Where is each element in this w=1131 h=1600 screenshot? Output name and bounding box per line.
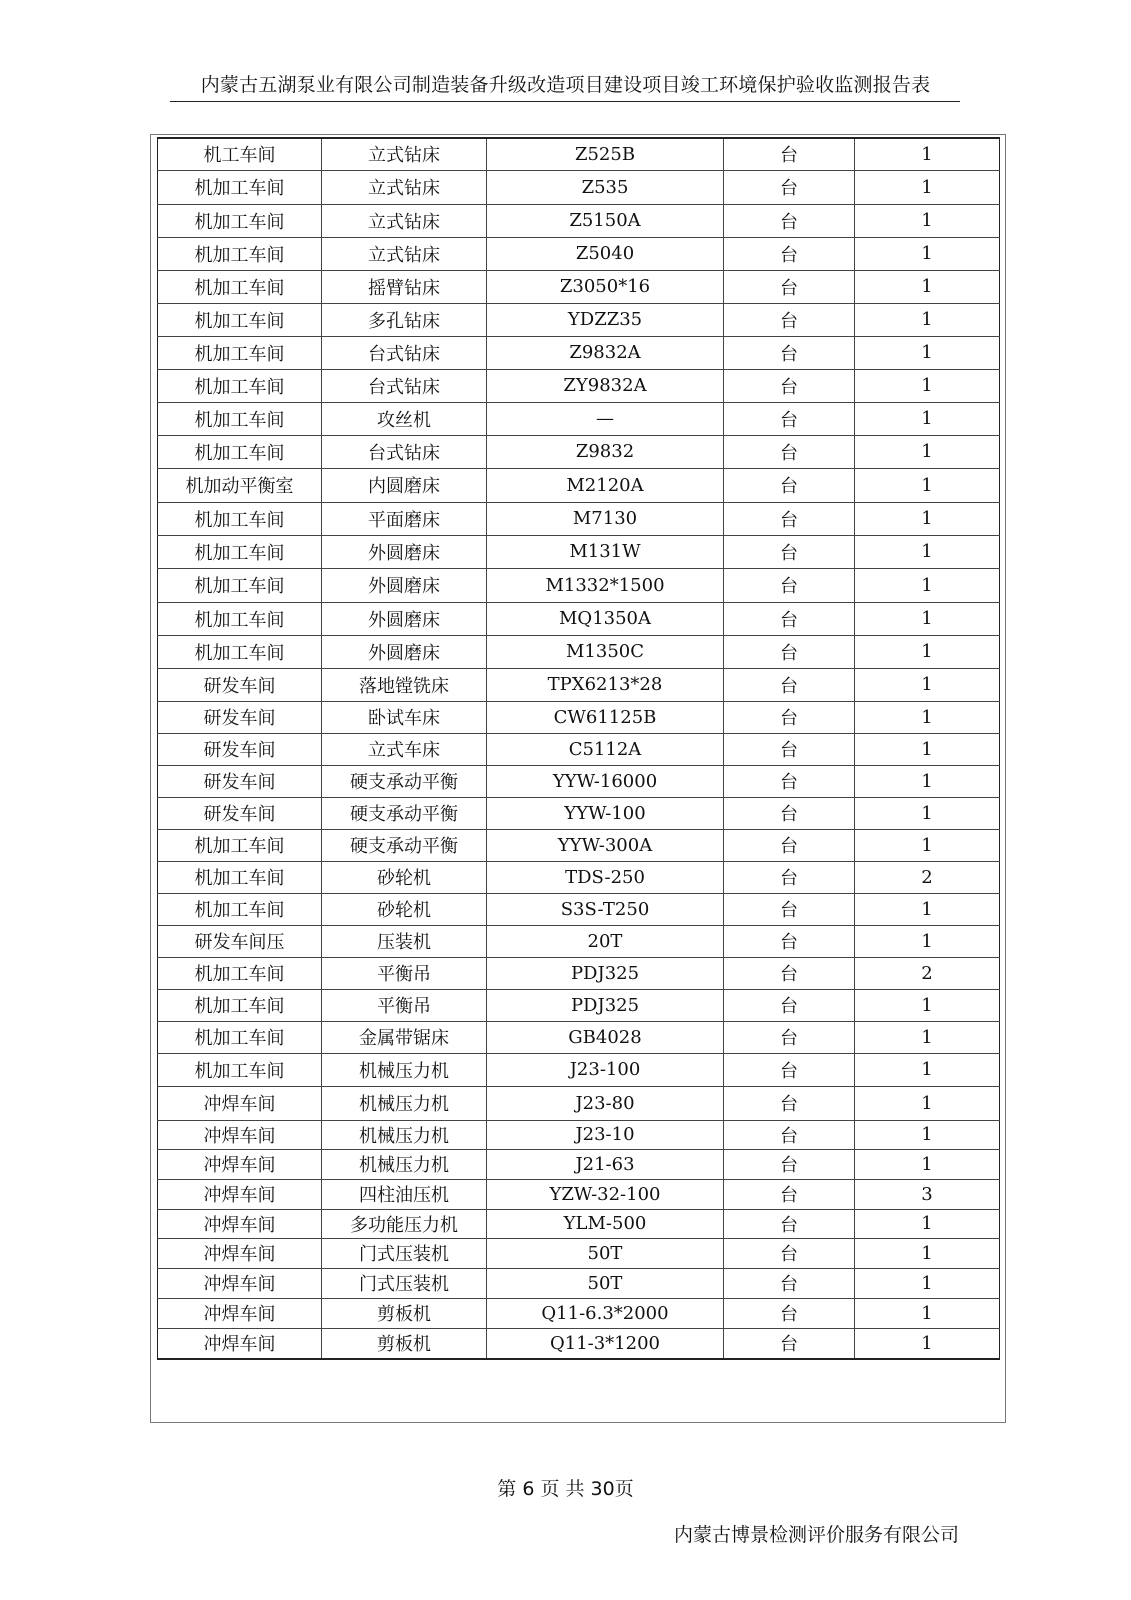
model-cell: — [487,402,724,435]
workshop-cell: 研发车间 [158,701,322,733]
equipment-name-cell: 立式钻床 [322,237,487,270]
table-row [158,1179,1000,1209]
quantity-cell: 1 [855,402,1000,435]
unit-cell: 台 [724,170,855,204]
workshop-cell: 机加动平衡室 [158,468,322,502]
equipment-name-cell: 多孔钻床 [322,303,487,336]
unit-cell: 台 [724,989,855,1021]
equipment-name-cell: 门式压装机 [322,1268,487,1298]
unit-cell: 台 [724,138,855,170]
model-cell: M2120A [487,468,724,502]
unit-cell: 台 [724,336,855,369]
table-row [158,369,1000,402]
model-cell: 50T [487,1238,724,1268]
equipment-name-cell: 硬支承动平衡 [322,829,487,861]
workshop-cell: 机加工车间 [158,237,322,270]
table-row [158,1086,1000,1120]
unit-cell: 台 [724,733,855,765]
quantity-cell: 1 [855,765,1000,797]
quantity-cell: 1 [855,829,1000,861]
quantity-cell: 1 [855,1209,1000,1238]
model-cell: TDS-250 [487,861,724,893]
table-row [158,989,1000,1021]
workshop-cell: 冲焊车间 [158,1328,322,1359]
table-row [158,170,1000,204]
workshop-cell: 机工车间 [158,138,322,170]
quantity-cell: 3 [855,1179,1000,1209]
equipment-name-cell: 外圆磨床 [322,602,487,635]
model-cell: J23-10 [487,1120,724,1149]
workshop-cell: 研发车间 [158,797,322,829]
workshop-cell: 机加工车间 [158,829,322,861]
table-row [158,303,1000,336]
table-row [158,797,1000,829]
workshop-cell: 机加工车间 [158,635,322,668]
table-row [158,1021,1000,1053]
quantity-cell: 2 [855,861,1000,893]
workshop-cell: 研发车间 [158,668,322,701]
unit-cell: 台 [724,925,855,957]
equipment-name-cell: 立式钻床 [322,170,487,204]
unit-cell: 台 [724,635,855,668]
workshop-cell: 冲焊车间 [158,1268,322,1298]
table-row [158,1268,1000,1298]
equipment-table [157,137,1000,1360]
quantity-cell: 1 [855,1238,1000,1268]
equipment-name-cell: 内圆磨床 [322,468,487,502]
model-cell: M1350C [487,635,724,668]
model-cell: 20T [487,925,724,957]
model-cell: J23-100 [487,1053,724,1086]
workshop-cell: 机加工车间 [158,369,322,402]
table-row [158,733,1000,765]
quantity-cell: 1 [855,989,1000,1021]
model-cell: Z5040 [487,237,724,270]
unit-cell: 台 [724,1298,855,1328]
equipment-name-cell: 金属带锯床 [322,1021,487,1053]
workshop-cell: 机加工车间 [158,402,322,435]
quantity-cell: 1 [855,237,1000,270]
model-cell: MQ1350A [487,602,724,635]
workshop-cell: 机加工车间 [158,568,322,602]
quantity-cell: 1 [855,204,1000,237]
model-cell: YLM-500 [487,1209,724,1238]
table-row [158,1328,1000,1359]
equipment-name-cell: 外圆磨床 [322,568,487,602]
table-row [158,535,1000,568]
workshop-cell: 机加工车间 [158,893,322,925]
workshop-cell: 冲焊车间 [158,1298,322,1328]
quantity-cell: 1 [855,701,1000,733]
table-row [158,237,1000,270]
unit-cell: 台 [724,765,855,797]
table-row [158,1298,1000,1328]
equipment-name-cell: 落地镗铣床 [322,668,487,701]
equipment-name-cell: 外圆磨床 [322,535,487,568]
model-cell: Z9832 [487,435,724,468]
model-cell: J21-63 [487,1149,724,1179]
table-row [158,1238,1000,1268]
table-row [158,957,1000,989]
equipment-name-cell: 机械压力机 [322,1149,487,1179]
model-cell: C5112A [487,733,724,765]
table-row [158,925,1000,957]
unit-cell: 台 [724,893,855,925]
unit-cell: 台 [724,1238,855,1268]
unit-cell: 台 [724,568,855,602]
table-row [158,204,1000,237]
quantity-cell: 1 [855,502,1000,535]
quantity-cell: 1 [855,535,1000,568]
workshop-cell: 机加工车间 [158,1021,322,1053]
workshop-cell: 冲焊车间 [158,1120,322,1149]
equipment-name-cell: 机械压力机 [322,1053,487,1086]
workshop-cell: 机加工车间 [158,204,322,237]
equipment-name-cell: 立式钻床 [322,204,487,237]
quantity-cell: 1 [855,1298,1000,1328]
model-cell: Q11-6.3*2000 [487,1298,724,1328]
quantity-cell: 1 [855,893,1000,925]
model-cell: M131W [487,535,724,568]
workshop-cell: 机加工车间 [158,957,322,989]
quantity-cell: 1 [855,568,1000,602]
quantity-cell: 1 [855,270,1000,303]
unit-cell: 台 [724,1179,855,1209]
equipment-name-cell: 外圆磨床 [322,635,487,668]
unit-cell: 台 [724,502,855,535]
quantity-cell: 1 [855,1328,1000,1359]
workshop-cell: 冲焊车间 [158,1086,322,1120]
table-row [158,1209,1000,1238]
model-cell: PDJ325 [487,957,724,989]
unit-cell: 台 [724,204,855,237]
workshop-cell: 机加工车间 [158,602,322,635]
unit-cell: 台 [724,1021,855,1053]
equipment-name-cell: 机械压力机 [322,1120,487,1149]
table-row [158,1149,1000,1179]
equipment-name-cell: 剪板机 [322,1298,487,1328]
quantity-cell: 1 [855,733,1000,765]
table-row [158,602,1000,635]
model-cell: YZW-32-100 [487,1179,724,1209]
model-cell: TPX6213*28 [487,668,724,701]
equipment-name-cell: 平衡吊 [322,957,487,989]
workshop-cell: 机加工车间 [158,1053,322,1086]
quantity-cell: 1 [855,635,1000,668]
quantity-cell: 1 [855,303,1000,336]
table-row [158,861,1000,893]
table-row [158,336,1000,369]
table-row [158,468,1000,502]
quantity-cell: 1 [855,138,1000,170]
equipment-name-cell: 硬支承动平衡 [322,765,487,797]
quantity-cell: 1 [855,1053,1000,1086]
equipment-name-cell: 硬支承动平衡 [322,797,487,829]
model-cell: M7130 [487,502,724,535]
workshop-cell: 机加工车间 [158,535,322,568]
table-row [158,668,1000,701]
workshop-cell: 机加工车间 [158,502,322,535]
unit-cell: 台 [724,957,855,989]
table-row [158,1053,1000,1086]
model-cell: Z525B [487,138,724,170]
table-row [158,765,1000,797]
equipment-name-cell: 平衡吊 [322,989,487,1021]
unit-cell: 台 [724,1120,855,1149]
equipment-name-cell: 门式压装机 [322,1238,487,1268]
document-header-title: 内蒙古五湖泵业有限公司制造装备升级改造项目建设项目竣工环境保护验收监测报告表 [200,74,931,96]
model-cell: CW61125B [487,701,724,733]
model-cell: S3S-T250 [487,893,724,925]
model-cell: PDJ325 [487,989,724,1021]
equipment-name-cell: 平面磨床 [322,502,487,535]
unit-cell: 台 [724,369,855,402]
model-cell: M1332*1500 [487,568,724,602]
unit-cell: 台 [724,435,855,468]
table-row [158,893,1000,925]
workshop-cell: 冲焊车间 [158,1179,322,1209]
workshop-cell: 机加工车间 [158,336,322,369]
unit-cell: 台 [724,1328,855,1359]
model-cell: YYW-16000 [487,765,724,797]
workshop-cell: 冲焊车间 [158,1209,322,1238]
model-cell: Z3050*16 [487,270,724,303]
table-row [158,1120,1000,1149]
table-row [158,701,1000,733]
workshop-cell: 研发车间 [158,733,322,765]
workshop-cell: 研发车间 [158,765,322,797]
unit-cell: 台 [724,1149,855,1179]
model-cell: Q11-3*1200 [487,1328,724,1359]
quantity-cell: 1 [855,668,1000,701]
header-divider [170,101,960,102]
quantity-cell: 1 [855,468,1000,502]
unit-cell: 台 [724,237,855,270]
table-row [158,635,1000,668]
page-number: 第 6 页 共 30页 [497,1478,634,1500]
model-cell: ZY9832A [487,369,724,402]
quantity-cell: 1 [855,925,1000,957]
workshop-cell: 机加工车间 [158,170,322,204]
table-row [158,435,1000,468]
quantity-cell: 2 [855,957,1000,989]
model-cell: Z9832A [487,336,724,369]
unit-cell: 台 [724,535,855,568]
workshop-cell: 冲焊车间 [158,1238,322,1268]
table-row [158,270,1000,303]
quantity-cell: 1 [855,1268,1000,1298]
workshop-cell: 机加工车间 [158,989,322,1021]
table-row [158,138,1000,170]
equipment-name-cell: 压装机 [322,925,487,957]
unit-cell: 台 [724,861,855,893]
quantity-cell: 1 [855,1120,1000,1149]
quantity-cell: 1 [855,336,1000,369]
equipment-name-cell: 攻丝机 [322,402,487,435]
unit-cell: 台 [724,402,855,435]
equipment-name-cell: 立式车床 [322,733,487,765]
unit-cell: 台 [724,1268,855,1298]
table-row [158,829,1000,861]
unit-cell: 台 [724,1086,855,1120]
equipment-name-cell: 剪板机 [322,1328,487,1359]
quantity-cell: 1 [855,1021,1000,1053]
table-row [158,402,1000,435]
equipment-table-body [158,138,1000,1359]
equipment-name-cell: 台式钻床 [322,336,487,369]
unit-cell: 台 [724,797,855,829]
unit-cell: 台 [724,270,855,303]
unit-cell: 台 [724,701,855,733]
model-cell: Z5150A [487,204,724,237]
model-cell: J23-80 [487,1086,724,1120]
workshop-cell: 研发车间压 [158,925,322,957]
workshop-cell: 机加工车间 [158,270,322,303]
equipment-name-cell: 四柱油压机 [322,1179,487,1209]
model-cell: YYW-300A [487,829,724,861]
equipment-name-cell: 机械压力机 [322,1086,487,1120]
equipment-name-cell: 砂轮机 [322,861,487,893]
model-cell: Z535 [487,170,724,204]
equipment-name-cell: 台式钻床 [322,369,487,402]
quantity-cell: 1 [855,1149,1000,1179]
quantity-cell: 1 [855,369,1000,402]
quantity-cell: 1 [855,602,1000,635]
unit-cell: 台 [724,303,855,336]
model-cell: 50T [487,1268,724,1298]
quantity-cell: 1 [855,170,1000,204]
workshop-cell: 机加工车间 [158,303,322,336]
table-row [158,502,1000,535]
model-cell: YYW-100 [487,797,724,829]
equipment-name-cell: 立式钻床 [322,138,487,170]
model-cell: GB4028 [487,1021,724,1053]
unit-cell: 台 [724,602,855,635]
workshop-cell: 机加工车间 [158,435,322,468]
equipment-name-cell: 多功能压力机 [322,1209,487,1238]
unit-cell: 台 [724,1209,855,1238]
model-cell: YDZZ35 [487,303,724,336]
equipment-name-cell: 台式钻床 [322,435,487,468]
quantity-cell: 1 [855,797,1000,829]
equipment-name-cell: 卧试车床 [322,701,487,733]
unit-cell: 台 [724,829,855,861]
workshop-cell: 机加工车间 [158,861,322,893]
quantity-cell: 1 [855,1086,1000,1120]
unit-cell: 台 [724,668,855,701]
unit-cell: 台 [724,468,855,502]
table-row [158,568,1000,602]
quantity-cell: 1 [855,435,1000,468]
unit-cell: 台 [724,1053,855,1086]
footer-company-name: 内蒙古博景检测评价服务有限公司 [673,1524,959,1546]
equipment-name-cell: 摇臂钻床 [322,270,487,303]
workshop-cell: 冲焊车间 [158,1149,322,1179]
equipment-name-cell: 砂轮机 [322,893,487,925]
